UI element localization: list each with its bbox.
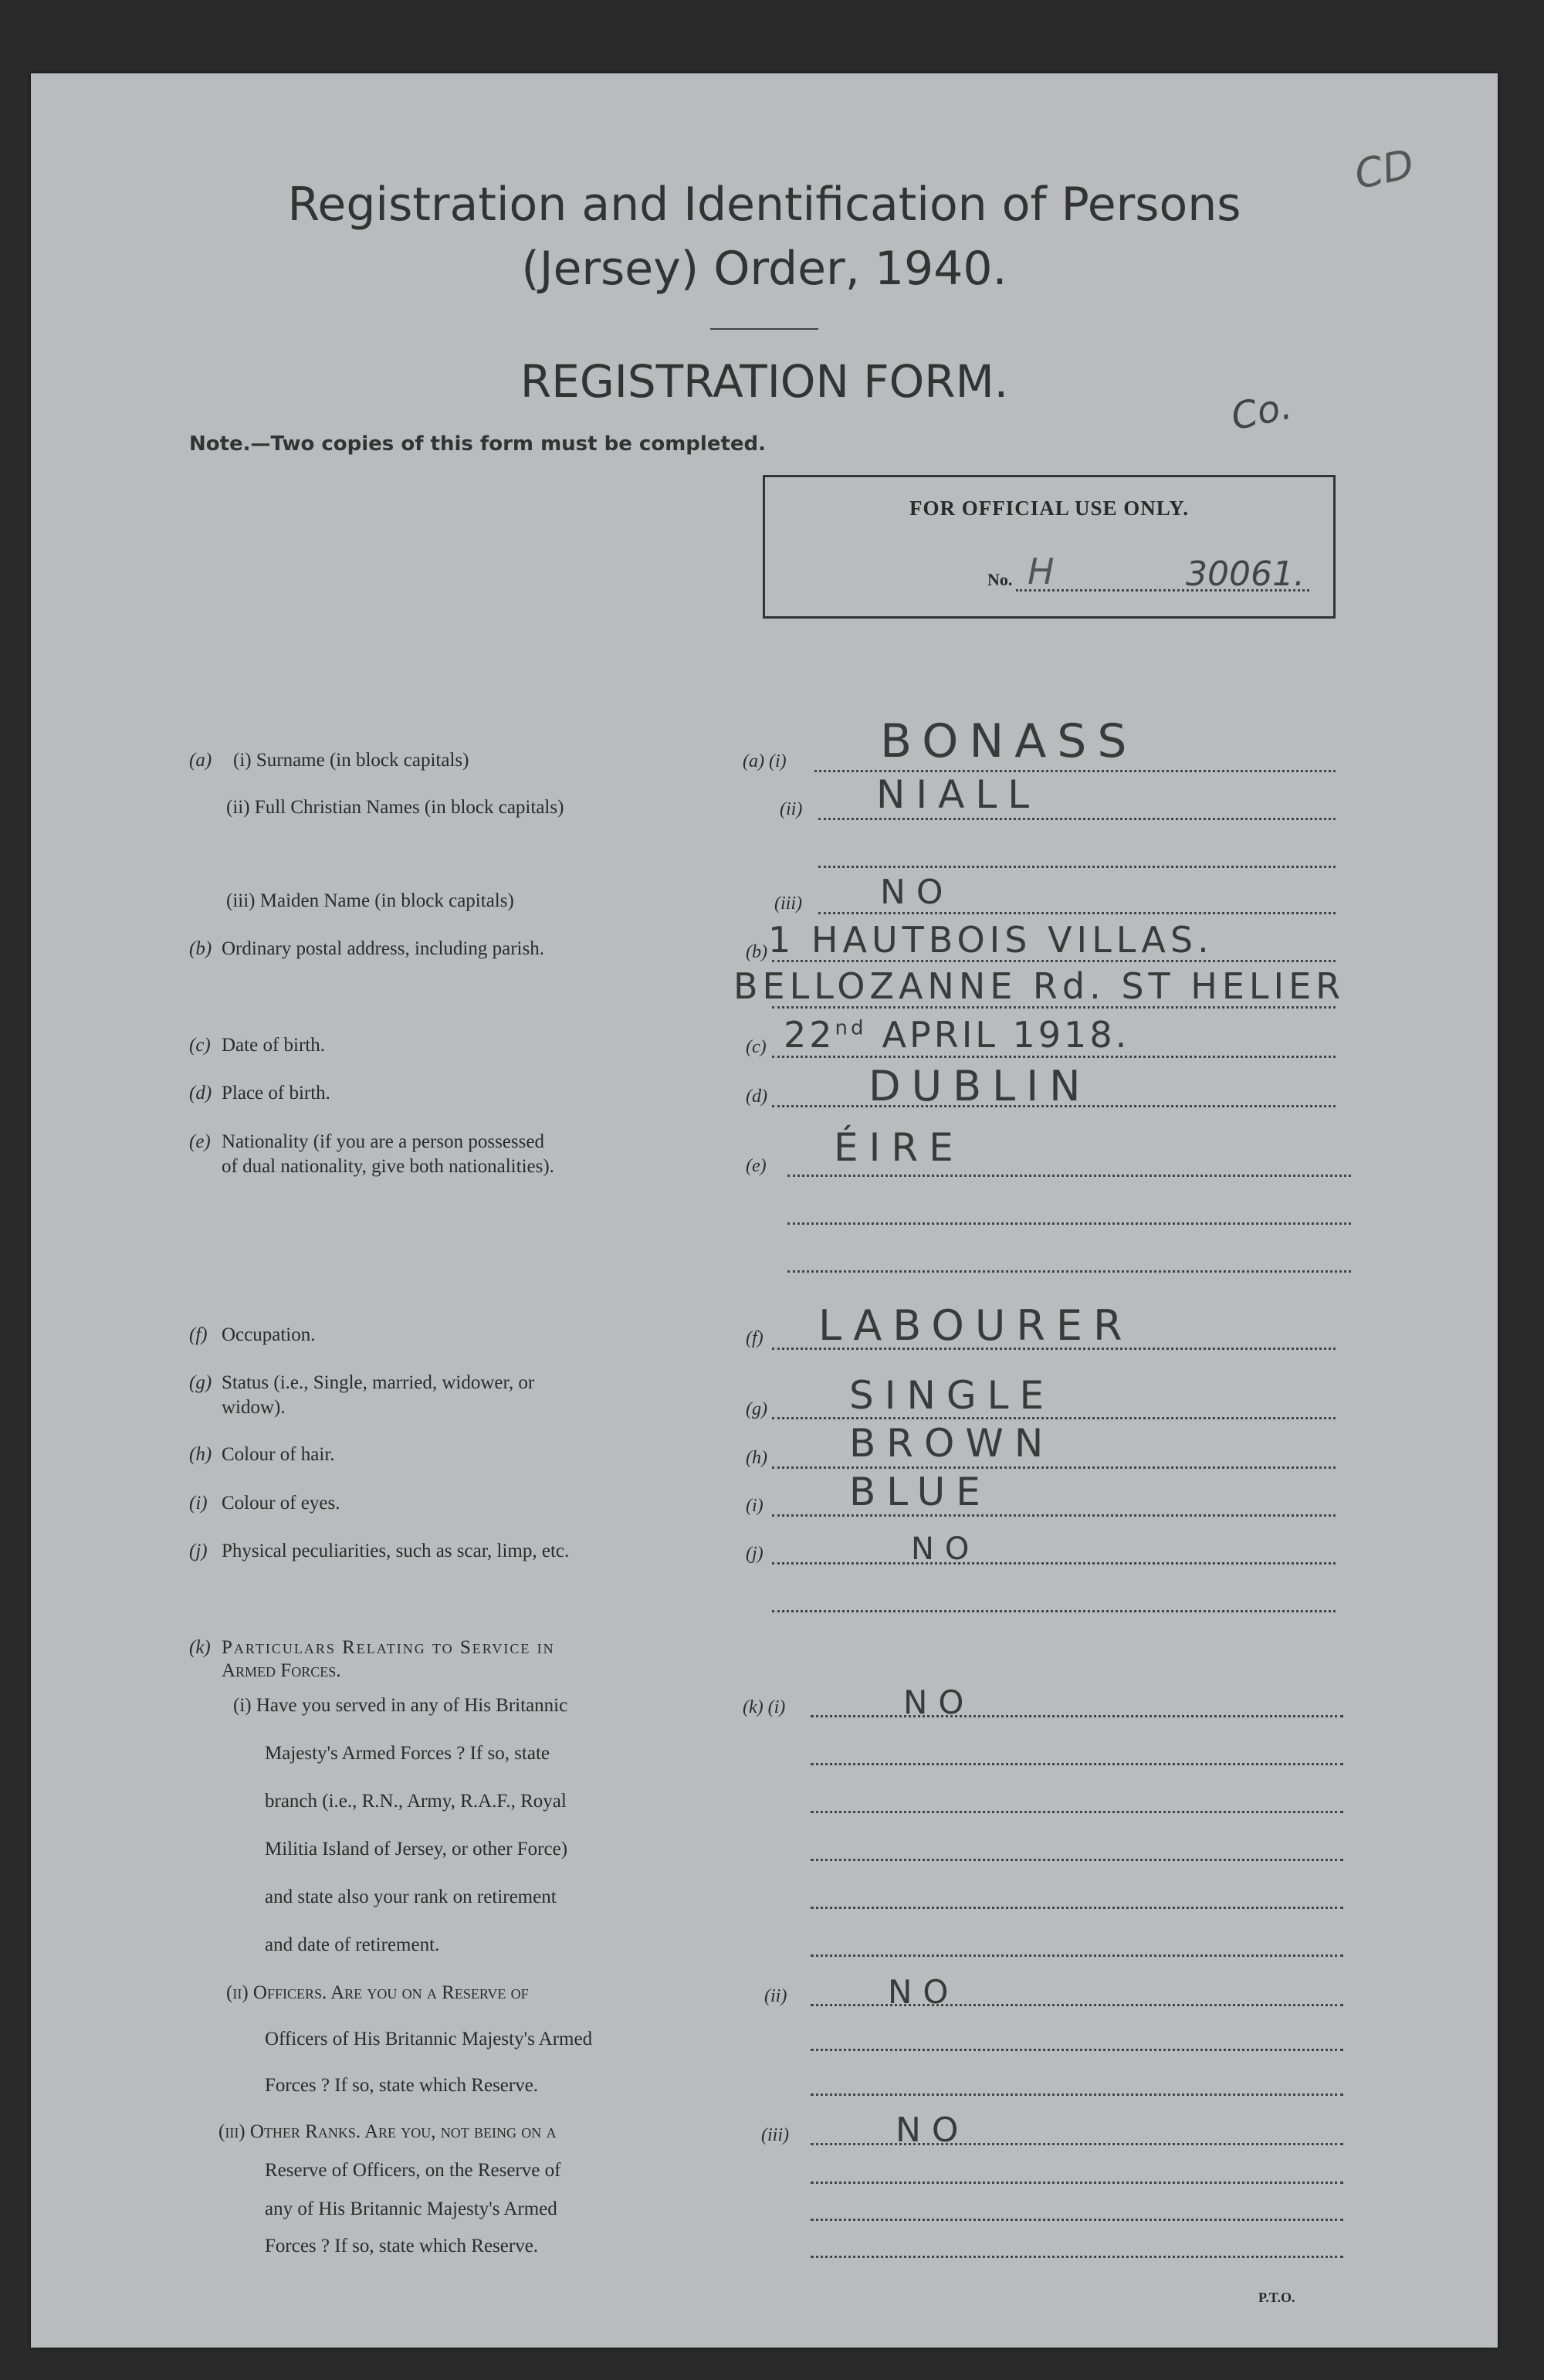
answer-dob-day: 22: [784, 1014, 835, 1056]
marker-b: (b): [746, 942, 767, 962]
answer-dob: [784, 1014, 1129, 1056]
line-k-iii-1: [811, 2143, 1343, 2145]
answer-k-iii: NO: [896, 2110, 970, 2150]
line-k-iii-3: [811, 2219, 1343, 2221]
line-peculiarities-2: [772, 1610, 1336, 1612]
label-k-heading-1: Particulars Relating to Service in: [222, 1637, 555, 1658]
corner-mark: CD: [1350, 141, 1418, 199]
line-k-i-6: [811, 1955, 1343, 1957]
label-a-letter: (a): [189, 750, 212, 771]
marker-c: (c): [746, 1037, 767, 1057]
marker-d: (d): [746, 1087, 767, 1107]
answer-k-i: NO: [903, 1683, 975, 1721]
official-prefix: H: [1028, 551, 1055, 592]
line-christian-names: [818, 818, 1336, 820]
label-peculiarities: Physical peculiarities, such as scar, limp, etc.: [222, 1541, 570, 1561]
label-christian-names: (ii) Full Christian Names (in block capitals): [226, 797, 564, 818]
note-text: Note.—Two copies of this form must be completed.: [189, 432, 767, 456]
answer-dob-rest: APRIL 1918.: [882, 1014, 1130, 1056]
line-k-ii-2: [811, 2049, 1343, 2051]
line-nationality-1: [787, 1175, 1351, 1177]
label-k-ii-1: (ii) Officers. Are you on a Reserve of: [226, 1982, 529, 2003]
marker-g: (g): [746, 1399, 767, 1419]
answer-nationality: ÉIRE: [834, 1125, 964, 1170]
label-k-i-4: Militia Island of Jersey, or other Force): [265, 1839, 568, 1860]
answer-status: SINGLE: [849, 1373, 1055, 1418]
label-k-i-6: and date of retirement.: [265, 1934, 440, 1955]
label-place-of-birth: Place of birth.: [222, 1083, 330, 1104]
answer-christian-names: NIALL: [876, 772, 1041, 817]
line-maiden-name: [818, 912, 1336, 914]
answer-eyes: BLUE: [849, 1470, 991, 1514]
form-title: REGISTRATION FORM.: [520, 355, 1009, 408]
answer-address-2: BELLOZANNE Rd. ST HELIER: [733, 965, 1346, 1007]
answer-address-1: 1 HAUTBOIS VILLAS.: [768, 919, 1214, 961]
answer-dob-suffix: nd: [835, 1016, 867, 1040]
marker-j: (j): [746, 1544, 764, 1564]
answer-surname: BONASS: [880, 714, 1138, 768]
marker-k-iii: (iii): [761, 2125, 789, 2145]
line-k-i-5: [811, 1907, 1343, 1909]
official-number: 30061.: [1186, 554, 1305, 594]
label-occupation: Occupation.: [222, 1324, 316, 1345]
label-h-letter: (h): [189, 1444, 212, 1465]
label-d-letter: (d): [189, 1083, 212, 1104]
line-eyes: [772, 1514, 1336, 1517]
label-j-letter: (j): [189, 1541, 208, 1561]
line-k-i-3: [811, 1811, 1343, 1813]
label-k-iii-1: (iii) Other Ranks. Are you, not being on a: [218, 2121, 557, 2142]
marker-a-iii: (iii): [774, 893, 802, 914]
line-k-ii-3: [811, 2094, 1343, 2096]
line-christian-names-2: [818, 866, 1336, 868]
official-use-box: [763, 475, 1336, 619]
marker-k-ii: (ii): [764, 1986, 787, 2006]
label-b-letter: (b): [189, 938, 212, 959]
label-status-2: widow).: [222, 1397, 286, 1418]
label-dob: Date of birth.: [222, 1035, 325, 1056]
line-k-i-1: [811, 1715, 1343, 1717]
marker-h: (h): [746, 1448, 767, 1468]
label-k-iii-4: Forces ? If so, state which Reserve.: [265, 2236, 539, 2256]
marker-f: (f): [746, 1328, 764, 1348]
label-e-letter: (e): [189, 1131, 211, 1152]
line-k-iii-4: [811, 2256, 1343, 2258]
line-k-iii-2: [811, 2182, 1343, 2184]
label-surname: (i) Surname (in block capitals): [233, 750, 469, 771]
label-nationality-1: Nationality (if you are a person possessed: [222, 1131, 544, 1152]
label-g-letter: (g): [189, 1372, 212, 1393]
official-heading: FOR OFFICIAL USE ONLY.: [909, 497, 1190, 520]
answer-peculiarities: NO: [911, 1531, 980, 1567]
marker-k-i: (k) (i): [743, 1697, 786, 1717]
line-nationality-2: [787, 1222, 1351, 1225]
marker-a-i: (a) (i): [743, 751, 787, 771]
label-k-i-3: branch (i.e., R.N., Army, R.A.F., Royal: [265, 1791, 567, 1812]
answer-hair: BROWN: [849, 1421, 1055, 1466]
label-eyes: Colour of eyes.: [222, 1493, 340, 1514]
line-dob: [772, 1056, 1336, 1058]
answer-maiden-name: NO: [880, 873, 954, 912]
label-k-ii-2: Officers of His Britannic Majesty's Armed: [265, 2029, 593, 2049]
copy-mark: Co.: [1227, 384, 1296, 439]
title-rule: [710, 328, 818, 330]
label-k-iii-2: Reserve of Officers, on the Reserve of: [265, 2160, 561, 2181]
label-k-i-5: and state also your rank on retirement: [265, 1887, 557, 1907]
line-nationality-3: [787, 1270, 1351, 1273]
answer-occupation: LABOURER: [818, 1301, 1133, 1350]
label-nationality-2: of dual nationality, give both nationalities).: [222, 1156, 554, 1177]
marker-i: (i): [746, 1496, 764, 1516]
label-k-i-1: (i) Have you served in any of His Britannic: [233, 1695, 568, 1716]
label-k-heading-2: Armed Forces.: [222, 1660, 341, 1681]
marker-a-ii: (ii): [780, 799, 803, 819]
label-address: Ordinary postal address, including parish.: [222, 938, 544, 959]
label-status-1: Status (i.e., Single, married, widower, or: [222, 1372, 535, 1393]
title-line-1: Registration and Identification of Persons: [287, 178, 1241, 232]
label-hair: Colour of hair.: [222, 1444, 335, 1465]
answer-k-ii: NO: [888, 1973, 960, 2011]
line-k-i-4: [811, 1859, 1343, 1861]
line-peculiarities-1: [772, 1562, 1336, 1565]
line-hair: [772, 1466, 1336, 1469]
label-maiden-name: (iii) Maiden Name (in block capitals): [226, 890, 514, 911]
answer-place-of-birth: DUBLIN: [868, 1062, 1092, 1110]
label-k-ii-3: Forces ? If so, state which Reserve.: [265, 2075, 539, 2096]
pto-text: P.T.O.: [1258, 2290, 1295, 2305]
label-k-i-2: Majesty's Armed Forces ? If so, state: [265, 1743, 550, 1764]
label-k-letter: (k): [189, 1637, 211, 1658]
label-c-letter: (c): [189, 1035, 211, 1056]
registration-form-page: [31, 73, 1498, 2348]
label-k-iii-3: any of His Britannic Majesty's Armed: [265, 2199, 557, 2219]
title-line-2: (Jersey) Order, 1940.: [521, 242, 1007, 296]
label-f-letter: (f): [189, 1324, 208, 1345]
official-no-label: No.: [987, 570, 1013, 589]
label-i-letter: (i): [189, 1493, 208, 1514]
line-k-i-2: [811, 1763, 1343, 1765]
marker-e: (e): [746, 1156, 767, 1176]
